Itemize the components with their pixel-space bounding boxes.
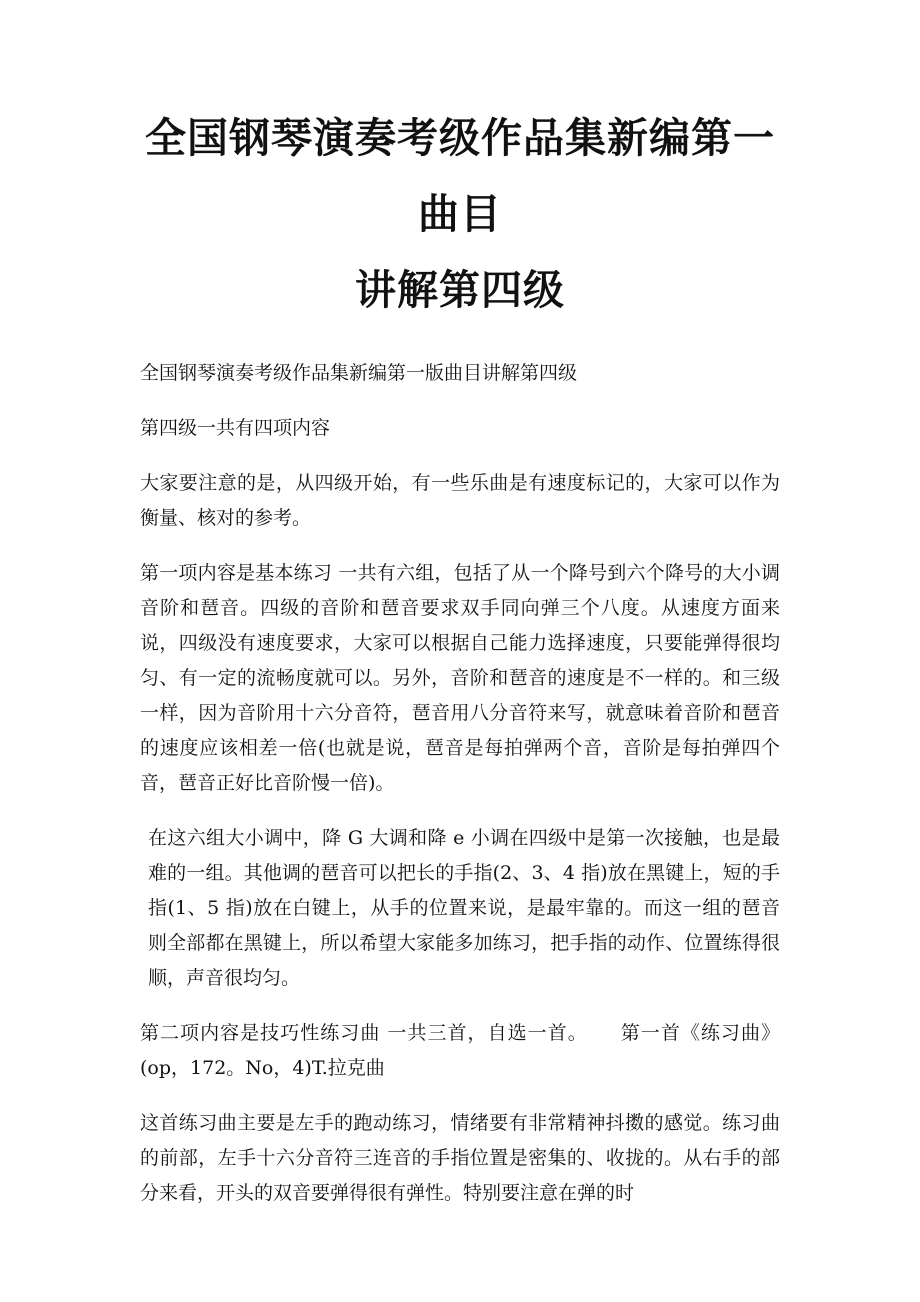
paragraph-subtitle: 全国钢琴演奏考级作品集新编第一版曲目讲解第四级 — [140, 362, 578, 384]
paragraph-note: 大家要注意的是，从四级开始，有一些乐曲是有速度标记的，大家可以作为衡量、核对的参考。 — [140, 472, 780, 529]
item-two-intro: 第二项内容是技巧性练习曲 一共三首，自选一首。 — [140, 1022, 588, 1044]
title-line-2: 讲解第四级 — [355, 266, 565, 314]
item-two-etude: 第一首《练习曲》(op，172。No，4)T.拉克曲 — [140, 1022, 780, 1079]
title-line-1: 全国钢琴演奏考级作品集新编第一曲目 — [145, 114, 775, 238]
paragraph-overview: 第四级一共有四项内容 — [140, 417, 331, 439]
paragraph-key-detail: 在这六组大小调中，降 G 大调和降 e 小调在四级中是第一次接触，也是最难的一组。其他调的琶音可以把长的手指(2、3、4 指)放在黑键上，短的手指(1、5 指)放在白键上，从手的位置来说，是最牢靠的。而这一组的琶音则全部都在黑键上，所以希望大家能多加练习，把手指的动作、位置练得很顺，声音很均匀。 — [148, 827, 780, 989]
document-body — [140, 356, 780, 1211]
document-title — [140, 100, 780, 328]
paragraph-etude-description: 这首练习曲主要是左手的跑动练习，情绪要有非常精神抖擞的感觉。练习曲的前部，左手十六分音符三连音的手指位置是密集的、收拢的。从右手的部分来看，开头的双音要弹得很有弹性。特别要注意在弹的时 — [140, 1112, 780, 1204]
paragraph-item-two — [140, 1016, 780, 1086]
paragraph-item-one: 第一项内容是基本练习 一共有六组，包括了从一个降号到六个降号的大小调音阶和琶音。四级的音阶和琶音要求双手同向弹三个八度。从速度方面来说，四级没有速度要求，大家可以根据自己能力选择速度，只要能弹得很均匀、有一定的流畅度就可以。另外，音阶和琶音的速度是不一样的。和三级一样，因为音阶用十六分音符，琶音用八分音符来写，就意味着音阶和琶音的速度应该相差一倍(也就是说，琶音是每拍弹两个音，音阶是每拍弹四个音，琶音正好比音阶慢一倍)。 — [140, 562, 780, 794]
